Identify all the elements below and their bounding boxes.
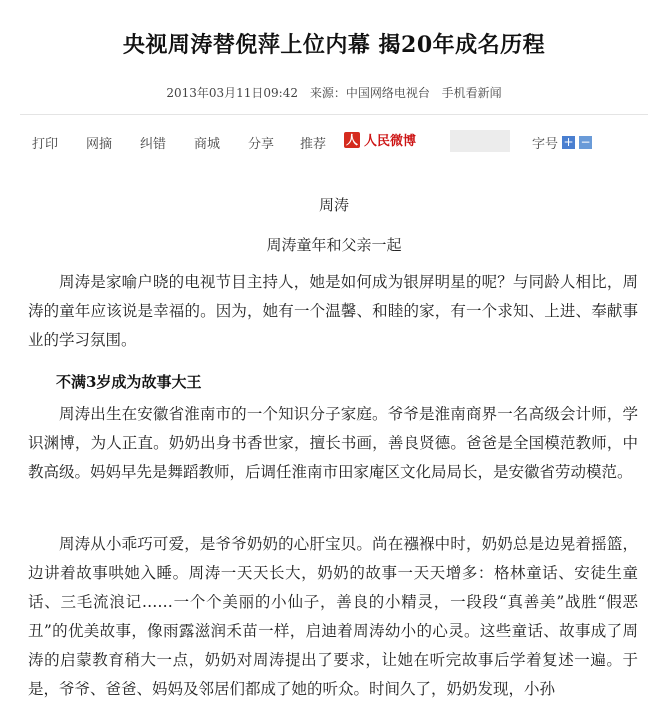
- print-button[interactable]: 打印: [32, 137, 59, 152]
- web-digest-button[interactable]: 网摘: [86, 137, 113, 152]
- article-title: 央视周涛替倪萍上位内幕 揭20年成名历程: [122, 32, 546, 58]
- paragraph-3: 周涛从小乖巧可爱，是爷爷奶奶的心肝宝贝。尚在襁褓中时，奶奶总是边晃着摇篮，边讲着故事哄她入睡。周涛一天天长大，奶奶的故事一天天增多：格林童话、安徒生童话、三毛流浪记……一个个美丽的小仙子，善良的小精灵，一段段“真善美”战胜“假恶丑”的优美故事，像雨露滋润禾苗一样，启迪着周涛幼小的心灵。这些童话、故事成了周涛的启蒙教育稍大一点，奶奶对周涛提出了要求，让她在听完故事后学着复述一遍。于是，爷爷、爸爸、妈妈及邻居们都成了她的听众。时间久了，奶奶发现，小孙: [28, 535, 638, 698]
- correction-button[interactable]: 纠错: [140, 137, 167, 152]
- source-link[interactable]: 中国网络电视台: [345, 86, 430, 100]
- mobile-news-link[interactable]: 手机看新闻: [441, 86, 502, 100]
- header-divider: [20, 114, 648, 115]
- article-toolbar: [30, 128, 640, 156]
- weibo-label: 人民微博: [364, 134, 417, 149]
- font-increase-icon[interactable]: +: [563, 135, 574, 149]
- article-meta: [0, 84, 668, 101]
- photo-caption: 周涛童年和父亲一起: [266, 236, 402, 254]
- paragraph-2: 周涛出生在安徽省淮南市的一个知识分子家庭。爷爷是淮南商界一名高级会计师，学识渊博，为人正直。奶奶出身书香世家，擅长书画，善良贤德。爸爸是全国模范教师，中教高级。妈妈早先是舞蹈教师，后调任淮南市田家庵区文化局局长，是安徽省劳动模范。: [28, 405, 638, 481]
- publish-date: 2013年03月11日09:42: [166, 86, 298, 100]
- weibo-icon: 人: [345, 132, 358, 147]
- paragraph-1: 周涛是家喻户晓的电视节目主持人，她是如何成为银屏明星的呢？与同龄人相比，周涛的童年应该说是幸福的。因为，她有一个温馨、和睦的家，有一个求知、上进、奉献事业的学习氛围。: [28, 273, 638, 349]
- recommend-button[interactable]: 推荐: [300, 137, 327, 152]
- source-label: 来源：: [309, 86, 346, 100]
- caption-name: 周涛: [318, 196, 349, 214]
- section-heading: 不满3岁成为故事大王: [56, 373, 202, 391]
- toolbar-blank-box: [450, 130, 510, 152]
- font-size-control: [532, 133, 592, 152]
- share-button[interactable]: 分享: [248, 137, 275, 152]
- mall-button[interactable]: 商城: [194, 137, 221, 152]
- people-weibo-button[interactable]: [344, 130, 416, 149]
- font-size-label: 字号: [532, 137, 559, 152]
- font-decrease-icon[interactable]: −: [580, 135, 591, 149]
